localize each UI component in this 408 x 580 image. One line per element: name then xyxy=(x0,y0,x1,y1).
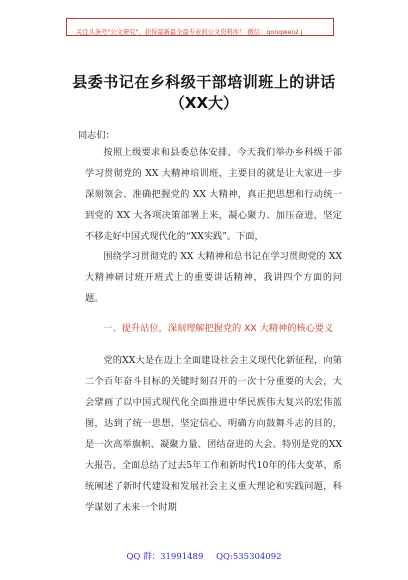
salutation: 同志们： xyxy=(78,130,115,141)
section-heading-1: 一、提升站位，深刻理解把握党的 XX 大精神的核心要义 xyxy=(103,323,334,334)
footer-contact xyxy=(0,550,408,562)
promo-banner-text: 关注头条号"公文研究"，获得最新最全最专业的公文资料库！ 微信：gongwenz j xyxy=(76,29,303,36)
paragraph-outline: 围绕学习贯彻党的 XX 大精神和总书记在学习贯彻党的 XX 大精神研讨班开班式上的重要讲话精神，我讲四个方面的问题。 xyxy=(85,251,342,304)
paragraph-intro: 按照上级要求和县委总体安排，今天我们举办乡科级干部学习贯彻党的 XX 大精神培训班，主要目的就是让大家进一步深刻领会、准确把握党的 XX 大精神，真正把思想和行动统一到党的 XX 大各项决策部署上来，凝心聚力、加压奋进，坚定不移走好中国式现代化的“XX实践”。下面， xyxy=(85,147,342,242)
paragraph-section-1: 党的XX大是在迈上全面建设社会主义现代化新征程，向第二个百年奋斗目标的关键时刻召开的一次十分重要的大会，大会擘画了以中国式现代化全面推进中华民族伟大复兴的宏伟蓝图，达到了统一思想、坚定信心、明确方向鼓舞斗志的目的，是一次高举旗帜、凝聚力量、团结奋进的大会。特别是党的XX大报告，全面总结了过去5年工作和新时代10年的伟大变革，系统阐述了新时代建设和发展社会主义重大理论和实践问题，科学谋划了未来一个时期 xyxy=(85,355,342,513)
document-title: 县委书记在乡科级干部培训班上的讲话 xyxy=(72,73,336,91)
document-subtitle: （XX大） xyxy=(169,94,239,112)
footer-qq: QQ:535304092 xyxy=(216,552,282,562)
footer-qq-group: QQ 群：31991489 xyxy=(126,552,204,562)
